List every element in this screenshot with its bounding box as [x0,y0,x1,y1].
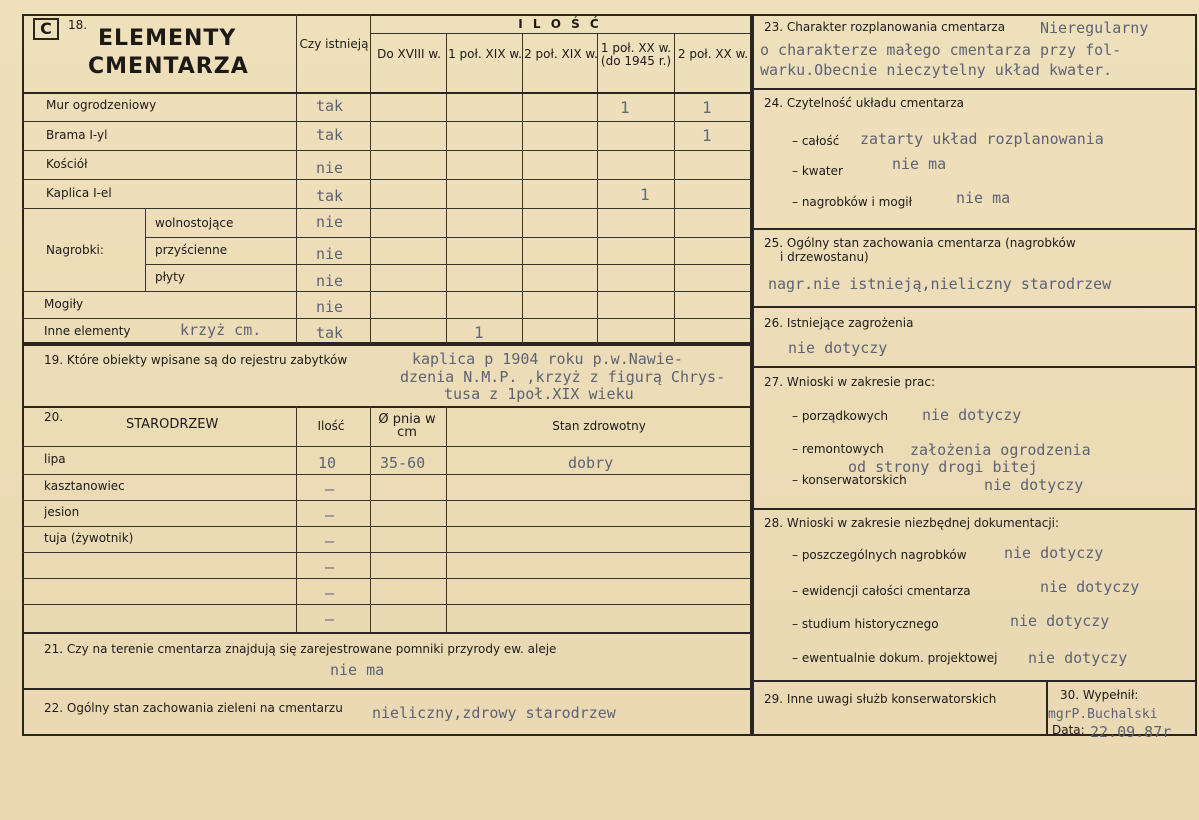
section-30-date-value: 22.09.87r [1090,723,1172,741]
section-23-value3: warku.Obecnie nieczytelny układ kwater. [760,61,1113,79]
tree-diameter-lime: 35-60 [380,454,426,472]
count-wall-xx1: 1 [620,98,630,117]
count-wall-xx2: 1 [702,98,712,117]
section-24-item2-value: nie ma [892,155,947,173]
section-28-label: 28. Wnioski w zakresie niezbędnej dokumentacji: [764,516,1060,530]
section-27-item4-value: nie dotyczy [984,476,1084,494]
col-health-header: Stan zdrowotny [552,419,646,433]
exists-gate: tak [316,126,344,144]
tree-count-empty3: – [325,610,335,628]
section-24-item3-label: – nagrobków i mogił [792,195,913,209]
period-header-3: 2 poł. XIX w. [524,47,598,61]
exists-column-header: Czy istnieją [299,37,369,51]
tree-row-ash: jesion [44,505,80,519]
exists-freestanding: nie [316,213,344,231]
section-19-line3: tusa z 1poł.XIX wieku [444,385,634,403]
exists-graves: nie [316,298,344,316]
tree-count-empty2: – [325,584,335,602]
col-count-header: Ilość [317,419,345,433]
section-29-label: 29. Inne uwagi służb konserwatorskich [764,692,997,706]
row-label-freestanding: wolnostojące [155,216,234,230]
section-23-value1: Nieregularny [1040,19,1149,37]
exists-chapel: tak [316,187,344,205]
tree-row-thuja: tuja (żywotnik) [44,531,134,545]
section-27-label: 27. Wnioski w zakresie prac: [764,375,936,389]
section-24-item1-value: zatarty układ rozplanowania [860,130,1104,148]
section-21-value: nie ma [330,661,385,679]
exists-wall: tak [316,97,344,115]
section-24-item1-label: – całość [792,134,840,148]
section-27-item3-value: od strony drogi bitej [848,458,1038,476]
section-20-number: 20. [44,410,64,424]
exists-slabs: nie [316,272,344,290]
count-chapel-xx1: 1 [640,185,650,204]
row-label-other: Inne elementy [44,324,131,338]
quantity-header: I L O Ś Ć [518,17,602,31]
section-27-item2-value: założenia ogrodzenia [910,441,1091,459]
section-20-title: STARODRZEW [126,417,219,432]
exists-wall-mounted: nie [316,245,344,263]
section-30-label: 30. Wypełnił: [1060,688,1139,702]
section-28-item1-value: nie dotyczy [1004,544,1104,562]
row-label-slabs: płyty [155,270,185,284]
count-gate-xx2: 1 [702,126,712,145]
section-28-item1-label: – poszczególnych nagrobków [792,548,967,562]
period-header-5: 2 poł. XX w. [677,47,749,61]
period-header-4: 1 poł. XX w. (do 1945 r.) [600,41,672,68]
section-28-item3-value: nie dotyczy [1010,612,1110,630]
section-21-box [22,632,752,690]
section-25-label2: i drzewostanu) [780,250,869,264]
exists-church: nie [316,159,344,177]
section-18-title-line1: ELEMENTY [98,26,237,51]
section-21-label: 21. Czy na terenie cmentarza znajdują się zarejestrowane pomniki przyrody ew. aleje [44,642,557,656]
section-24-label: 24. Czytelność układu cmentarza [764,96,964,110]
row-label-gate: Brama I-yl [46,128,108,142]
section-28-item3-label: – studium historycznego [792,617,939,631]
section-20-table [22,406,752,634]
section-18-number: 18. [68,18,88,32]
section-27-item1-label: – porządkowych [792,409,888,423]
section-27-item2-label: – remontowych [792,442,884,456]
tree-count-chestnut: – [325,480,335,498]
section-19-line1: kaplica p 1904 roku p.w.Nawie- [412,350,683,368]
tree-count-thuja: – [325,532,335,550]
section-23-label: 23. Charakter rozplanowania cmentarza [764,20,1006,34]
col-diameter-header: Ø pnia w cm [378,412,436,440]
section-28-item4-label: – ewentualnie dokum. projektowej [792,651,998,665]
section-letter-box [33,18,59,40]
section-22-label: 22. Ogólny stan zachowania zieleni na cmentarzu [44,701,343,715]
section-27-item4-label: – konserwatorskich [792,473,907,487]
tree-row-chestnut: kasztanowiec [44,479,125,493]
tree-count-lime: 10 [318,454,337,472]
period-header-2: 1 poł. XIX w. [448,47,522,61]
row-label-tombstones: Nagrobki: [46,243,104,257]
exists-other: tak [316,324,344,342]
section-23-value2: o charakterze małego cmentarza przy fol- [760,41,1122,59]
section-24-item3-value: nie ma [956,189,1011,207]
other-elements-value: krzyż cm. [180,321,262,339]
section-26-label: 26. Istniejące zagrożenia [764,316,914,330]
section-letter: C [40,19,52,38]
row-label-wall-mounted: przyścienne [155,243,228,257]
section-25-value: nagr.nie istnieją,nieliczny starodrzew [768,275,1112,293]
row-label-chapel: Kaplica I-el [46,186,112,200]
section-22-value: nieliczny,zdrowy starodrzew [372,704,616,722]
section-26-value: nie dotyczy [788,339,888,357]
tree-health-lime: dobry [568,454,614,472]
count-other-xix1: 1 [474,323,484,342]
section-28-item4-value: nie dotyczy [1028,649,1128,667]
section-28-item2-value: nie dotyczy [1040,578,1140,596]
period-header-1: Do XVIII w. [377,47,441,61]
section-19-line2: dzenia N.M.P. ,krzyż z figurą Chrys- [400,368,726,386]
tree-count-ash: – [325,506,335,524]
row-label-wall: Mur ogrodzeniowy [46,98,157,112]
section-24-item2-label: – kwater [792,164,843,178]
section-18-title-line2: CMENTARZA [88,54,249,79]
tree-count-empty1: – [325,558,335,576]
section-27-item1-value: nie dotyczy [922,406,1022,424]
row-label-church: Kościół [46,157,88,171]
tree-row-lime: lipa [44,452,66,466]
section-30-date-label: Data: [1052,723,1085,737]
row-label-graves: Mogiły [44,297,84,311]
section-28-item2-label: – ewidencji całości cmentarza [792,584,971,598]
section-30-name: mgrP.Buchalski [1048,707,1158,722]
section-25-label1: 25. Ogólny stan zachowania cmentarza (nagrobków [764,236,1076,250]
section-19-label: 19. Które obiekty wpisane są do rejestru zabytków [44,353,348,367]
